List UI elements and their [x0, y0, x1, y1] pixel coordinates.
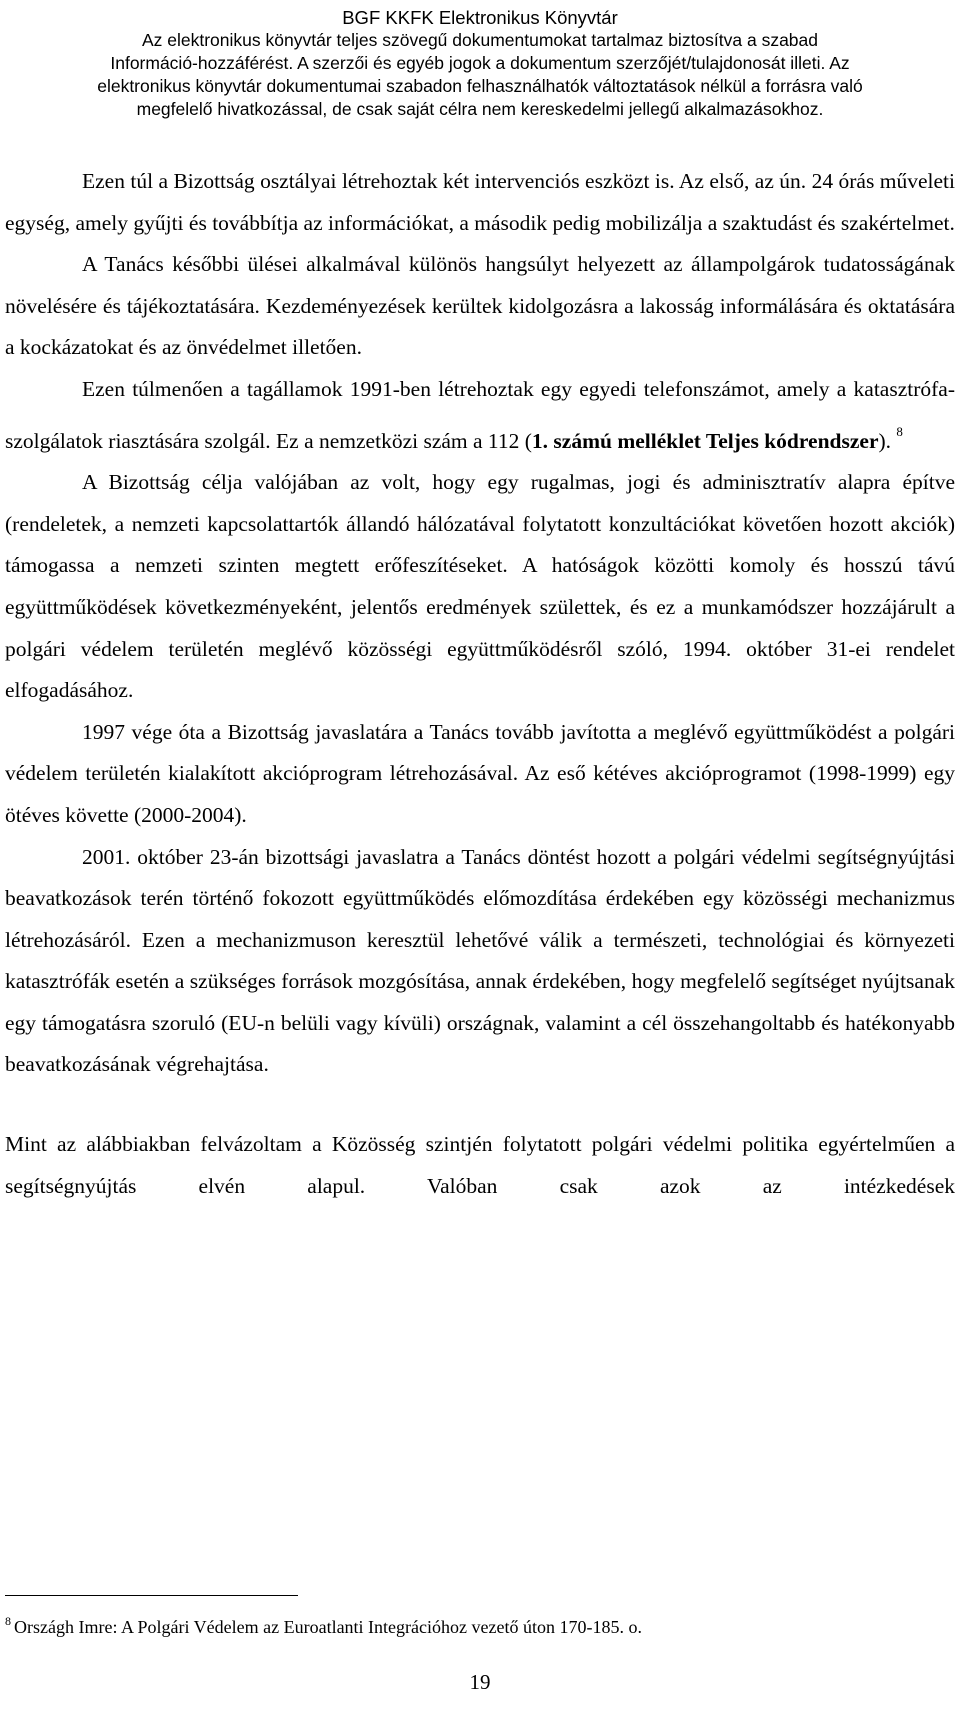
header-line-1: Az elektronikus könyvtár teljes szövegű dokumentumokat tartalmaz biztosítva a szabad — [141, 30, 819, 50]
library-header — [0, 6, 960, 121]
footnote — [5, 1609, 642, 1639]
header-line-3: elektronikus könyvtár dokumentumai szabadon felhasználhatók változtatások nélkül a forrásra való — [97, 76, 863, 96]
paragraph-2: A Tanács későbbi ülései alkalmával különös hangsúlyt helyezett az állampolgárok tudatosságának növelésére és tájékoztatására. Kezdeményezések kerültek kidolgozásra a lakosság informálására és oktatására a kockázatokat és az önvédelmet illetően. — [5, 252, 955, 360]
paragraph-3-end: ). — [878, 428, 892, 453]
annex-reference: 1. számú melléklet Teljes kódrendszer — [531, 428, 879, 453]
paragraph-7: Mint az alábbiakban felvázoltam a Közösség szintjén folytatott polgári védelmi politika egyértelműen a segítségnyújtás elvén alapul. Valóban csak azok az intézkedések — [5, 1132, 955, 1198]
header-title: BGF KKFK Elektronikus Könyvtár — [342, 7, 618, 28]
footnote-text: Országh Imre: A Polgári Védelem az Euroatlanti Integrációhoz vezető úton 170-185. o. — [14, 1617, 642, 1637]
header-line-4: megfelelő hivatkozással, de csak saját célra nem kereskedelmi jellegű alkalmazásokhoz. — [136, 99, 824, 119]
footnote-reference[interactable]: 8 — [896, 423, 903, 439]
header-line-2: Információ-hozzáférést. A szerzői és egyéb jogok a dokumentum szerzőjét/tulajdonosát illeti. Az — [110, 53, 850, 73]
paragraph-6: 2001. október 23-án bizottsági javaslatra a Tanács döntést hozott a polgári védelmi segítségnyújtási beavatkozások terén történő fokozott együttműködés előmozdítása érdekében egy közösségi mechanizmus létrehozásáról. Ezen a mechanizmuson keresztül lehetővé válik a természeti, technológiai és környezeti katasztrófák esetén a szükséges források mozgósítása, annak érdekében, hogy megfelelő segítséget nyújtsanak egy támogatásra szoruló (EU-n belüli vagy kívüli) országnak, valamint a cél összehangoltabb és hatékonyabb beavatkozásának végrehajtása. — [5, 844, 955, 1077]
footnote-separator — [5, 1595, 298, 1596]
paragraph-4: A Bizottság célja valójában az volt, hogy egy rugalmas, jogi és adminisztratív alapra építve (rendeletek, a nemzeti kapcsolattartók állandó hálózatával folytatott konzultációkat követően hozott akciók) támogassa a nemzeti szinten megtett erőfeszítéseket. A hatóságok közötti komoly és hosszú távú együttműködések következményeként, jelentős eredmények születtek, és ez a munkamódszer hozzájárult a polgári védelem területén meglévő közösségi együttműködésről szóló, 1994. október 31-ei rendelet elfogadásához. — [5, 470, 955, 703]
paragraph-3-text: Ezen túlmenően a tagállamok 1991-ben létrehoztak egy egyedi telefonszámot, amely a katasztrófa-szolgálatok riasztására szolgál. Ez a nemzetközi szám a 112 ( — [5, 376, 955, 453]
paragraph-1: Ezen túl a Bizottság osztályai létrehoztak két intervenciós eszközt is. Az első, az ún. 24 órás műveleti egység, amely gyűjti és továbbítja az információkat, a második pedig mobilizálja a szaktudást és szakértelmet. — [5, 169, 955, 235]
paragraph-3 — [5, 369, 955, 462]
paragraph-5: 1997 vége óta a Bizottság javaslatára a Tanács tovább javította a meglévő együttműködést a polgári védelem területén kialakított akcióprogram létrehozásával. Az eső kétéves akcióprogramot (1998-1999) egy ötéves követte (2000-2004). — [5, 719, 955, 827]
page-number: 19 — [469, 1670, 491, 1694]
document-body — [5, 161, 955, 1207]
footnote-number: 8 — [5, 1614, 11, 1628]
